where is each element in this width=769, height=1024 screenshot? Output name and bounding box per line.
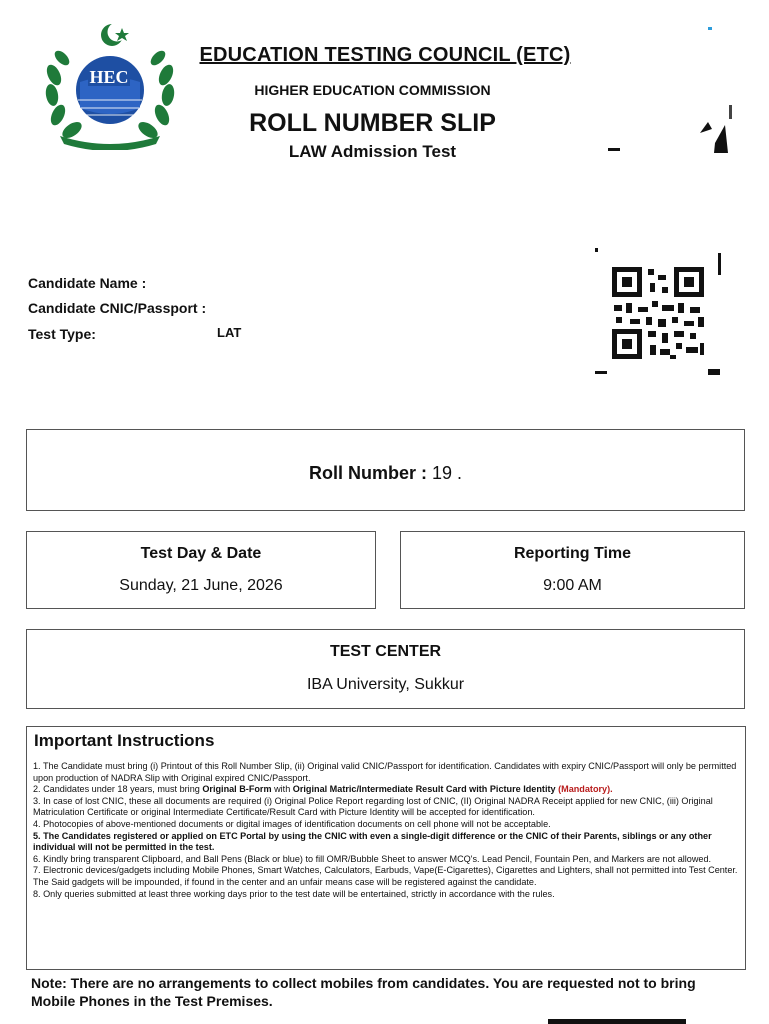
roll-number <box>27 463 744 484</box>
test-date-box <box>26 531 376 609</box>
instruction-item: 7. Electronic devices/gadgets including Mobile Phones, Smart Watches, Calculators, Earbuds, Vape(E-Cigarettes), Cigarettes and Lighters, shall not permitted into Test Center. The Said gadgets will be impounded, if found in the center and an unfair means case will be registered against the candidate. <box>33 865 738 887</box>
candidate-cnic-label: Candidate CNIC/Passport : <box>28 300 207 316</box>
test-center-value: IBA University, Sukkur <box>306 676 465 693</box>
instruction-item: 5. The Candidates registered or applied on ETC Portal by using the CNIC with even a single-digit difference or the CNIC of their Parents, siblings or any other individual will not be permitted in the test. <box>33 830 712 853</box>
instruction-item: 2. Candidates under 18 years, must bring Original B-Form with Original Matric/Intermediate Result Card with Picture Identity (Mandatory). <box>33 784 613 795</box>
commission-title: HIGHER EDUCATION COMMISSION <box>254 82 491 98</box>
organization-title: EDUCATION TESTING COUNCIL (ETC) <box>199 44 571 66</box>
redaction-marks <box>590 15 740 160</box>
test-type-value: LAT <box>217 325 242 340</box>
roll-number-value: 19 . <box>432 463 463 483</box>
instructions-heading: Important Instructions <box>34 731 215 750</box>
instruction-item: 4. Photocopies of above-mentioned documents or digital images of identification documents on cell phone will not be acceptable. <box>33 818 551 829</box>
instruction-item: 8. Only queries submitted at least three working days prior to the test date will be entertained, strictly in accordance with the rules. <box>33 888 555 899</box>
roll-number-box <box>26 429 745 511</box>
test-type-label: Test Type: <box>28 326 96 342</box>
crescent-star-icon <box>101 23 129 47</box>
test-date-label: Test Day & Date <box>140 545 262 562</box>
mandatory-tag: (Mandatory). <box>558 784 613 795</box>
reporting-time-box <box>400 531 745 609</box>
hec-emblem-icon <box>40 20 180 150</box>
instructions-list <box>33 761 739 900</box>
document-title: ROLL NUMBER SLIP <box>249 109 496 137</box>
instruction-item: 3. In case of lost CNIC, these all documents are required (i) Original Police Report regarding lost of CNIC, (II) Original NADRA Receipt applied for new CNIC, (iii) Original Matriculation Certificate or original Intermediate Certificate/Result Card with Picture Identity will be accepted for identification. <box>33 795 713 818</box>
instructions-box <box>26 726 746 970</box>
reporting-time-value: 9:00 AM <box>543 577 602 594</box>
test-date-value: Sunday, 21 June, 2026 <box>119 577 283 594</box>
redaction-bar <box>548 1019 686 1024</box>
mobile-note: Note: There are no arrangements to collect mobiles from candidates. You are requested not to bring Mobile Phones in the Test Premises. <box>31 975 696 1009</box>
test-center-box <box>26 629 745 709</box>
reporting-time-label: Reporting Time <box>513 545 632 562</box>
logo-text: HEC <box>89 67 129 87</box>
roll-number-label: Roll Number : <box>308 463 427 483</box>
test-center-label: TEST CENTER <box>329 643 442 660</box>
instruction-item: 1. The Candidate must bring (i) Printout of this Roll Number Slip, (ii) Original valid CNIC/Passport for identification. Candidates with expiry CNIC/Passport will only be permitted upon production of NADRA Slip with Original expired CNIC/Passport. <box>33 761 737 783</box>
qr-code-icon <box>590 245 730 380</box>
candidate-name-label: Candidate Name : <box>28 275 147 291</box>
test-name: LAW Admission Test <box>288 142 457 161</box>
instruction-item: 6. Kindly bring transparent Clipboard, and Ball Pens (Black or blue) to fill OMR/Bubble Sheet to answer MCQ's. Lead Pencil, Fountain Pen, and Markers are not allowed. <box>33 853 712 864</box>
